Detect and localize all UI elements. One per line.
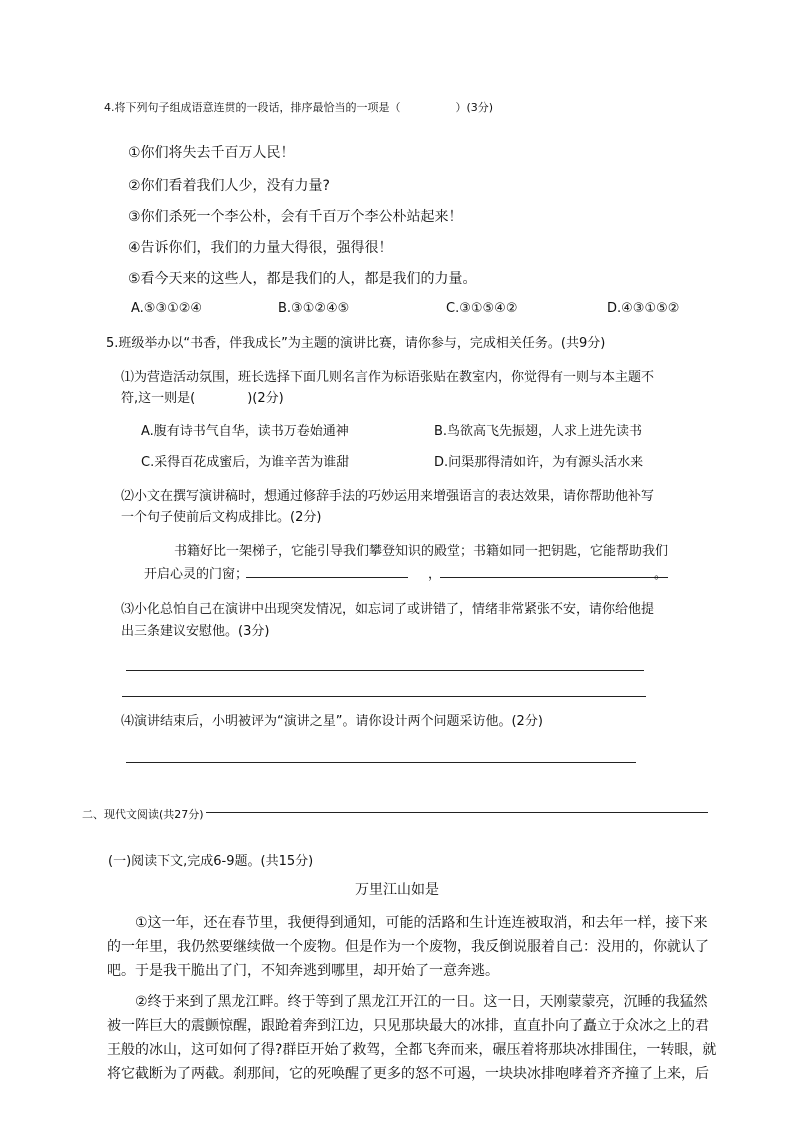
q5-sub1-line1: ⑴为营造活动氛围，班长选择下面几则名言作为标语张贴在教室内，你觉得有一则与本主题不: [121, 370, 655, 385]
q4-stem: 4.将下列句子组成语意连贯的一段话，排序最恰当的一项是（ ）(3分): [104, 101, 494, 114]
q5-sub2-line2: 一个句子使前后文构成排比。(2分): [121, 510, 322, 525]
q4-option-a: A.⑤③①②④: [131, 301, 203, 316]
q5-sub1-option-a: A.腹有诗书气自华，读书万卷始通神: [141, 424, 349, 439]
q5-sub1-line2: 符,这一则是( )(2分): [121, 391, 284, 406]
q4-sentence-2: ②你们看着我们人少，没有力量?: [128, 178, 330, 194]
passage-title: 万里江山如是: [355, 882, 439, 898]
q5-sub3-line2: 出三条建议安慰他。(3分): [121, 624, 270, 639]
paragraph-1-line-3: 吧。于是我干脆出了门，不知奔逃到哪里，却开始了一意奔逃。: [107, 963, 499, 979]
paragraph-1-line-2: 的一年里，我仍然要继续做一个废物。但是作为一个废物，我反倒说服着自己：没用的，你就认了: [107, 939, 709, 955]
section2-heading: 二、现代文阅读(共27分): [82, 808, 204, 821]
q5-sub2-quote-line1: 书籍好比一架梯子，它能引导我们攀登知识的殿堂；书籍如同一把钥匙，它能帮助我们: [174, 544, 669, 559]
q4-option-d: D.④③①⑤②: [607, 301, 680, 316]
q5-sub4-answer-line[interactable]: [126, 762, 636, 763]
q5-sub2-quote-line2: 开启心灵的门窗；: [144, 567, 249, 582]
passage-paragraph-2: [107, 990, 717, 1086]
q5-sub1-option-c: C.采得百花成蜜后，为谁辛苦为谁甜: [141, 455, 350, 470]
q5-sub2-blank-2[interactable]: [440, 577, 668, 578]
paragraph-2-line-3: 王般的冰山，这可如何了得?群臣开始了救驾，全都飞奔而来，碾压着将那块冰排围住，一转眼，就: [107, 1042, 717, 1058]
reading-intro: (一)阅读下文,完成6-9题。(共15分): [108, 854, 314, 869]
q4-sentence-3: ③你们杀死一个李公朴，会有千百万个李公朴站起来！: [128, 209, 463, 225]
q4-option-b: B.③①②④⑤: [278, 301, 350, 316]
q5-sub1-option-d: D.问渠那得清如许，为有源头活水来: [434, 455, 644, 470]
q5-sub2-period: 。: [654, 567, 668, 582]
q4-sentence-1: ①你们将失去千百万人民！: [128, 145, 295, 161]
q5-sub2-line1: ⑵小文在撰写演讲稿时，想通过修辞手法的巧妙运用来增强语言的表达效果，请你帮助他补写: [121, 489, 655, 504]
q5-sub3-answer-line-1[interactable]: [126, 670, 644, 671]
q4-option-c: C.③①⑤④②: [446, 301, 518, 316]
q5-sub3-line1: ⑶小化总怕自己在演讲中出现突发情况，如忘词了或讲错了，情绪非常紧张不安，请你给他提: [121, 602, 655, 617]
q4-sentence-5: ⑤看今天来的这些人，都是我们的人，都是我们的力量。: [128, 271, 477, 287]
q5-sub2-comma: ，: [428, 567, 442, 582]
paragraph-1-line-1: ①这一年，还在春节里，我便得到通知，可能的活路和生计连连被取消，和去年一样，接下来: [135, 915, 708, 931]
q4-sentence-4: ④告诉你们，我们的力量大得很，强得很！: [128, 240, 393, 256]
paragraph-2-line-2: 被一阵巨大的震颤惊醒，跟跄着奔到江边，只见那块最大的冰排，直直扑向了矗立于众冰之上的君: [107, 1018, 709, 1034]
q5-sub2-blank-1[interactable]: [246, 577, 408, 578]
paragraph-2-line-4: 将它截断为了两截。刹那间，它的死唤醒了更多的怒不可遏，一块块冰排咆哮着齐齐撞了上来，后: [107, 1066, 709, 1082]
paragraph-2-line-1: ②终于来到了黑龙江畔。终于等到了黑龙江开江的一日。这一日，天刚蒙蒙亮，沉睡的我猛然: [135, 994, 708, 1010]
q5-sub3-answer-line-2[interactable]: [122, 696, 646, 697]
passage-paragraph-1: [107, 911, 717, 983]
q5-sub1-option-b: B.鸟欲高飞先振翅，人求上进先读书: [434, 424, 643, 439]
q5-sub4: ⑷演讲结束后，小明被评为“演讲之星”。请你设计两个问题采访他。(2分): [121, 714, 543, 729]
q5-stem: 5.班级举办以“书香，伴我成长”为主题的演讲比赛，请你参与，完成相关任务。(共9分): [106, 336, 606, 351]
